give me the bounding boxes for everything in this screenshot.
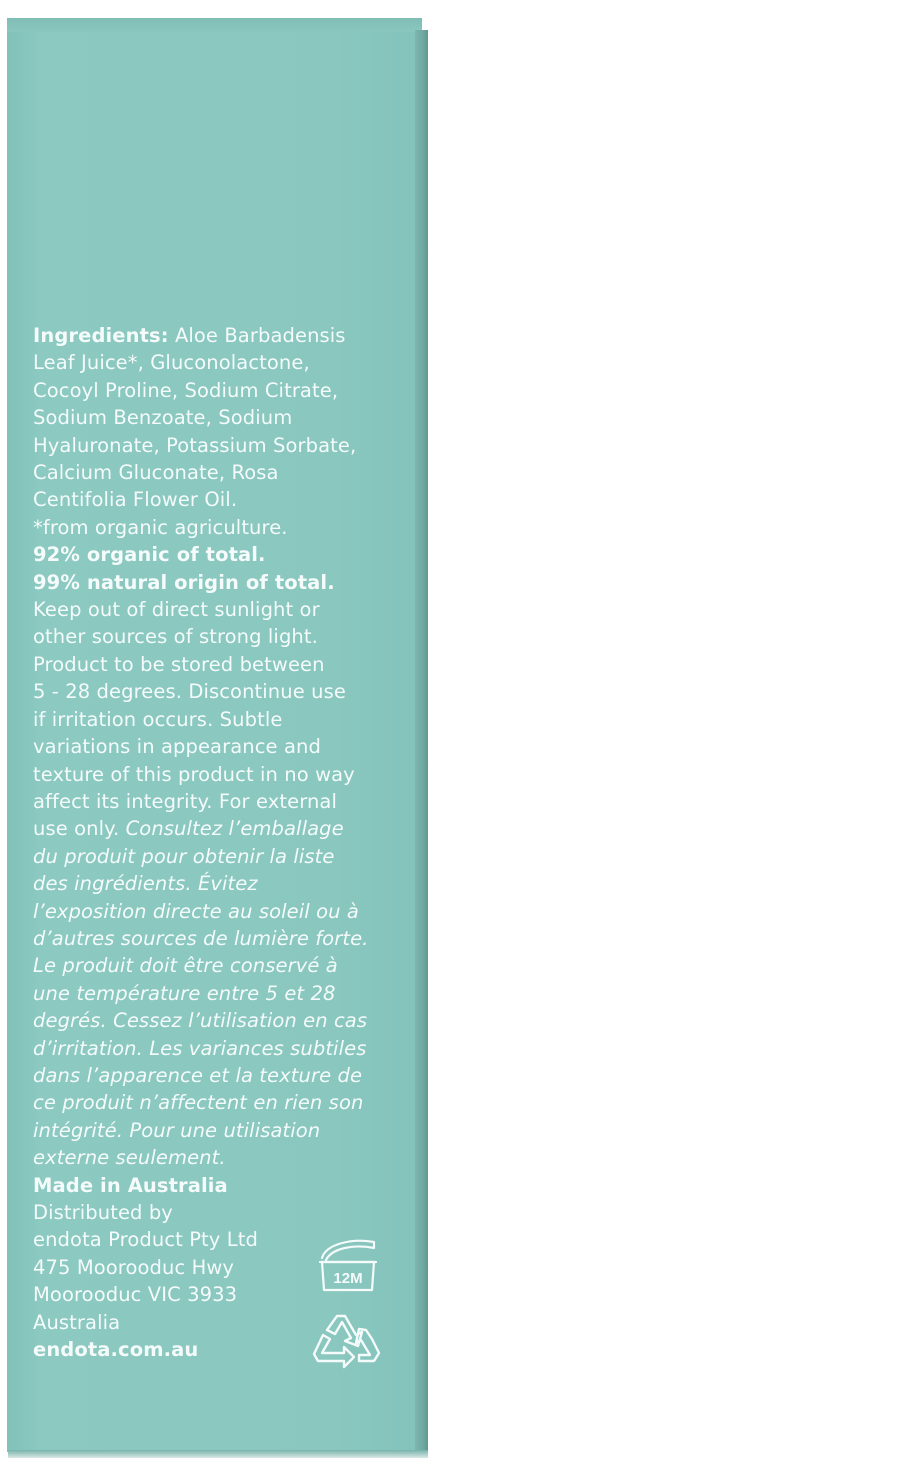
ingredients-line: Leaf Juice*, Gluconolactone,	[33, 351, 310, 375]
ingredients-label: Ingredients:	[33, 324, 169, 347]
warning-line: variations in appearance and	[33, 735, 321, 759]
warning-fr-line: d’autres sources de lumière forte.	[33, 926, 369, 950]
made-in-label: Made in Australia	[33, 1173, 228, 1197]
ingredients-line: Sodium Benzoate, Sodium	[33, 406, 293, 430]
website: endota.com.au	[33, 1338, 199, 1362]
ingredients-line: Cocoyl Proline, Sodium Citrate,	[33, 378, 339, 402]
distributor-line: Moorooduc VIC 3933	[33, 1283, 238, 1307]
warning-fr-line: intégrité. Pour une utilisation	[33, 1118, 321, 1142]
warning-fr-line: degrés. Cessez l’utilisation en cas	[33, 1009, 368, 1033]
organic-percent: 92% organic of total.	[33, 543, 266, 567]
ingredients-line: Hyaluronate, Potassium Sorbate,	[33, 433, 357, 457]
ingredients-text: Aloe Barbadensis	[174, 324, 346, 347]
warning-fr-line: l’exposition directe au soleil ou à	[33, 899, 359, 923]
warning-mixed-line	[33, 815, 403, 842]
ingredients-line: Calcium Gluconate, Rosa	[33, 461, 279, 485]
warning-fr-line: du produit pour obtenir la liste	[33, 844, 335, 868]
natural-percent: 99% natural origin of total.	[33, 570, 335, 594]
warning-en-end: use only.	[33, 817, 120, 841]
ingredients-line	[33, 322, 403, 349]
warning-line: texture of this product in no way	[33, 762, 355, 786]
warning-fr-line: d’irritation. Les variances subtiles	[33, 1036, 367, 1060]
warning-line: Keep out of direct sunlight or	[33, 598, 320, 622]
organic-footnote: *from organic agriculture.	[33, 515, 288, 539]
distributor-line: Distributed by	[33, 1201, 173, 1224]
warning-fr-start: Consultez l’emballage	[125, 817, 344, 841]
warning-fr-line: ce produit n’affectent en rien son	[33, 1091, 364, 1115]
distributor-line: Australia	[33, 1310, 121, 1334]
distributor-line: 475 Moorooduc Hwy	[33, 1255, 235, 1279]
warning-fr-line: externe seulement.	[33, 1146, 226, 1170]
warning-line: if irritation occurs. Subtle	[33, 707, 283, 731]
warning-fr-line: une température entre 5 et 28	[33, 981, 336, 1005]
pao-label: 12M	[333, 1270, 363, 1287]
warning-fr-line: Le produit doit être conservé à	[33, 954, 338, 978]
warning-fr-line: des ingrédients. Évitez	[33, 872, 258, 896]
ingredients-line: Centifolia Flower Oil.	[33, 488, 238, 512]
warning-line: 5 - 28 degrees. Discontinue use	[33, 680, 346, 704]
warning-line: Product to be stored between	[33, 652, 325, 676]
box-bottom-edge	[8, 1450, 428, 1458]
label-text-block	[33, 322, 403, 1363]
box-right-edge	[415, 30, 428, 1454]
open-jar-icon	[316, 1236, 384, 1296]
distributor-line: endota Product Pty Ltd	[33, 1228, 258, 1252]
warning-line: affect its integrity. For external	[33, 789, 338, 813]
recycle-icon	[312, 1308, 384, 1372]
warning-fr-line: dans l’apparence et la texture de	[33, 1063, 363, 1087]
warning-line: other sources of strong light.	[33, 625, 318, 649]
